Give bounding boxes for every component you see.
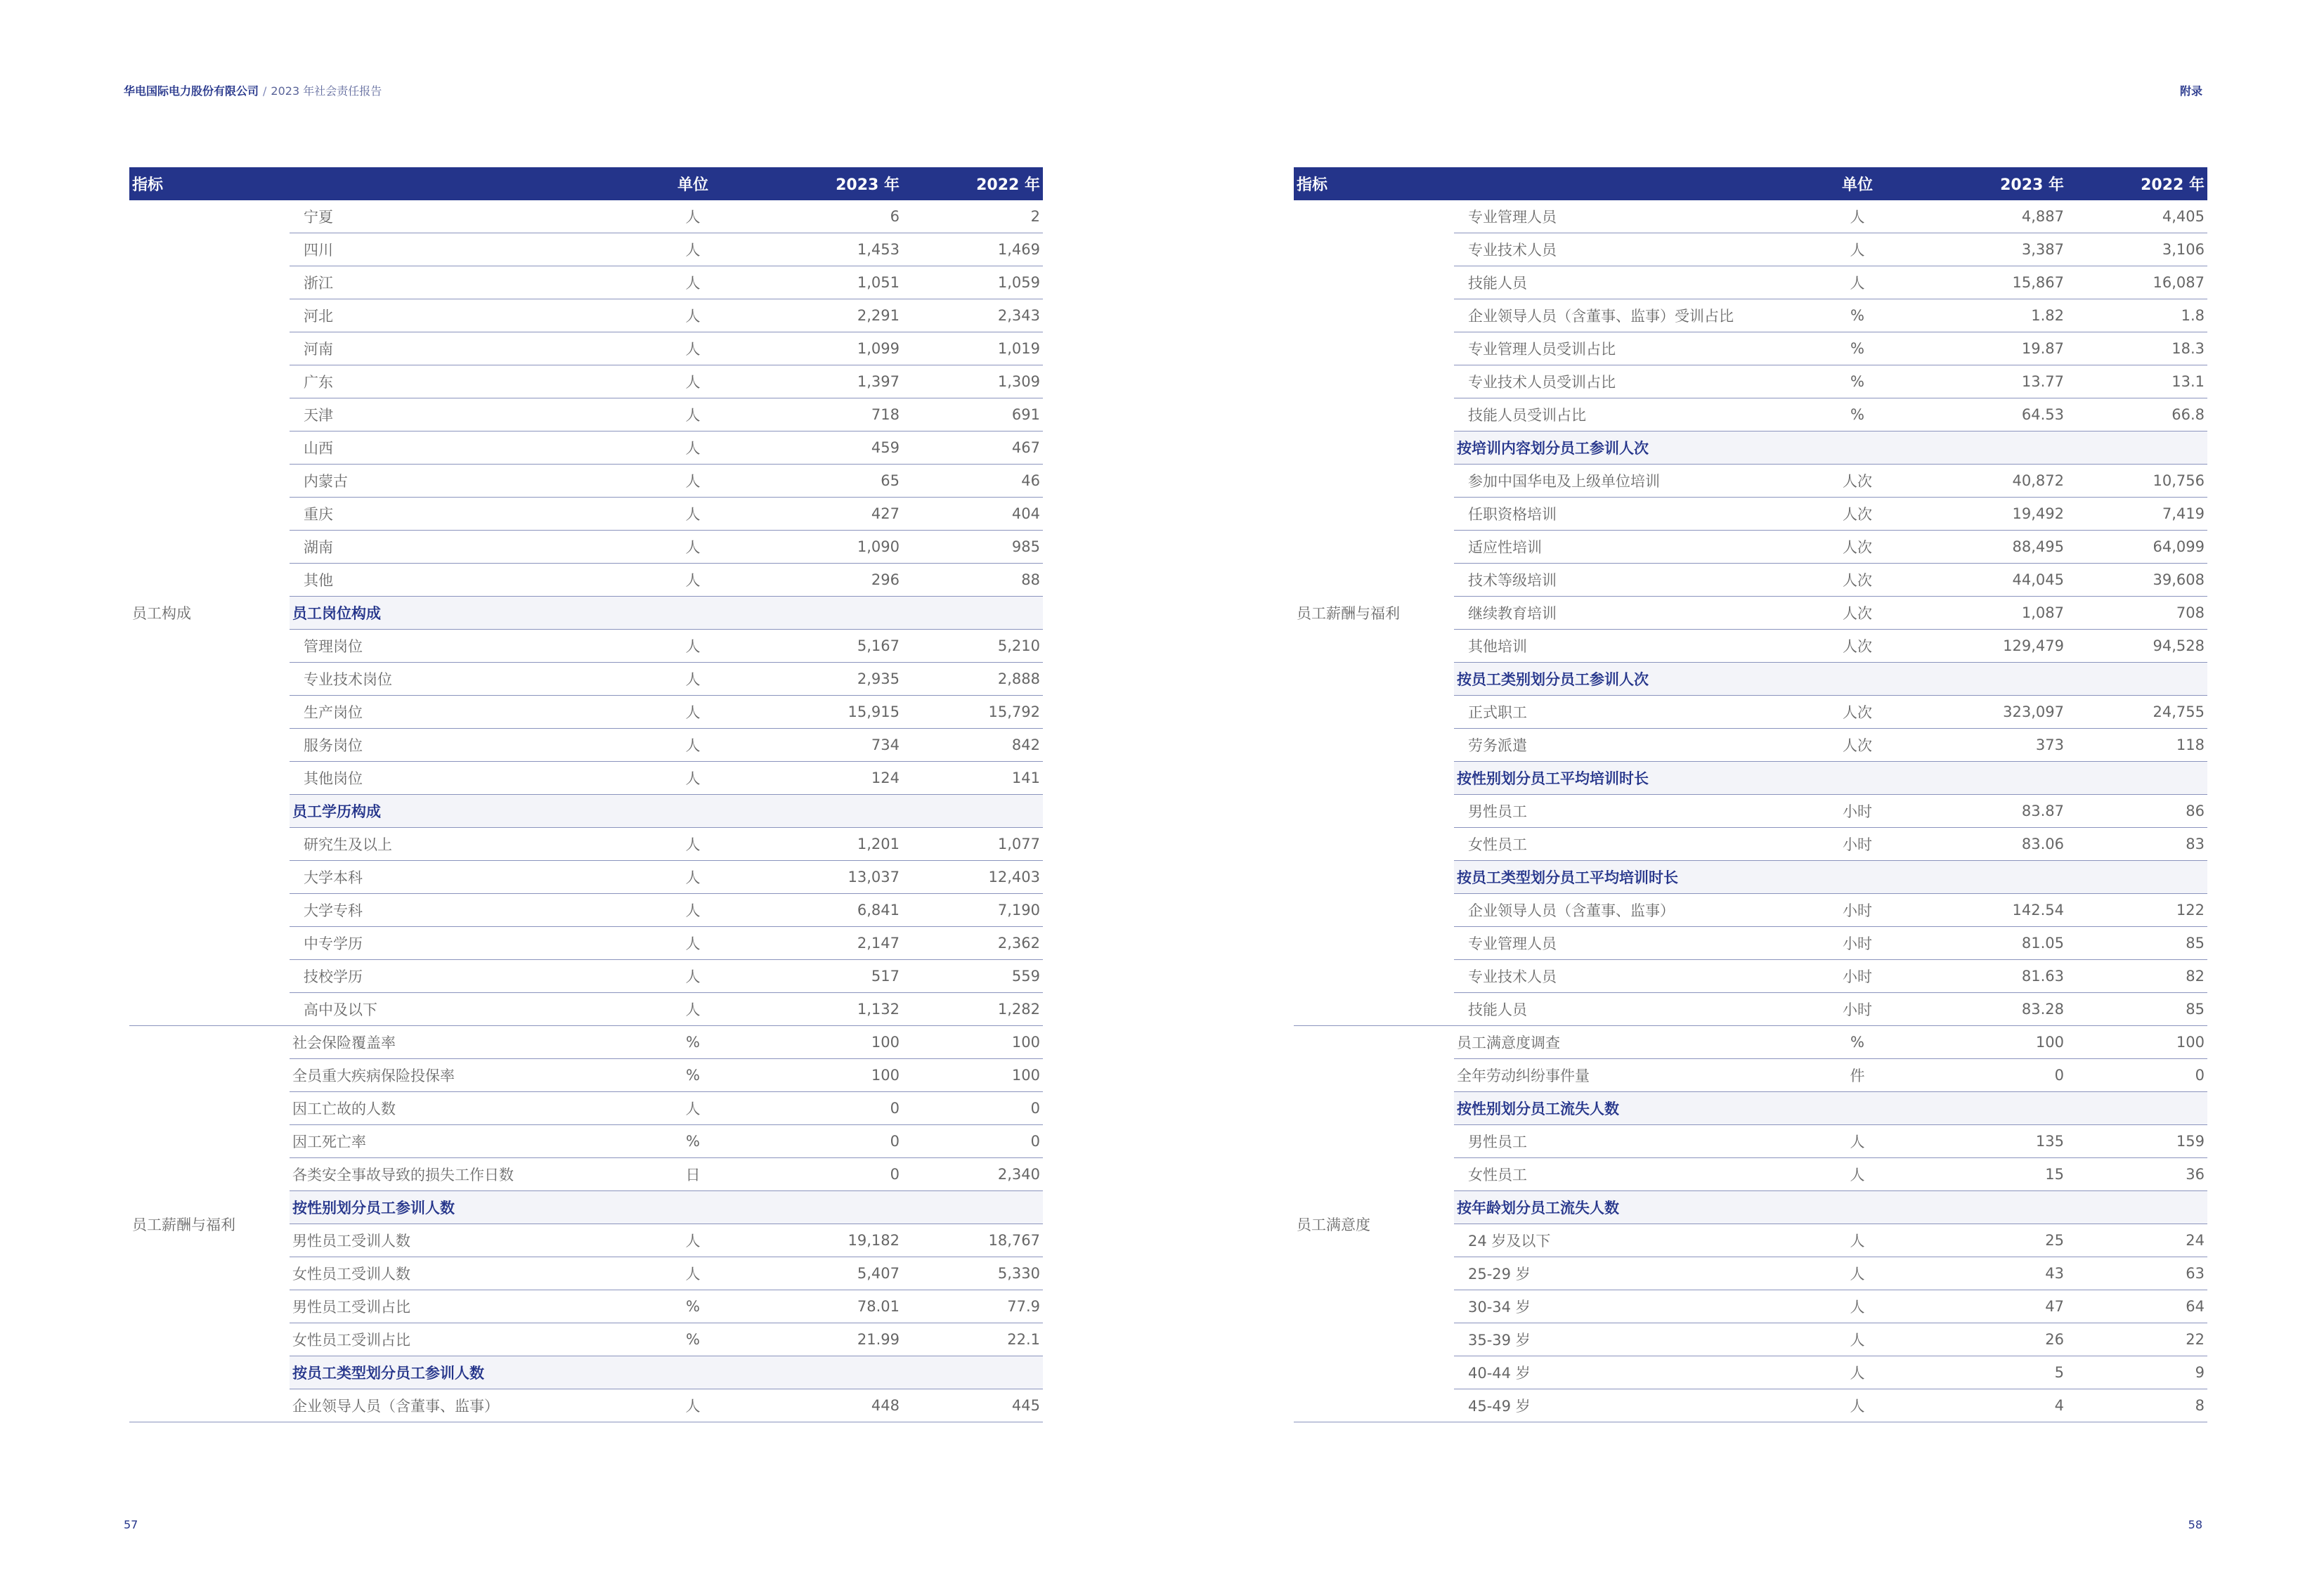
table-header-row <box>129 167 1043 200</box>
indicator-column-header: 指标 <box>129 167 624 200</box>
indicator-name: 浙江 <box>290 266 624 299</box>
value-2022: 1,077 <box>902 828 1043 861</box>
unit-cell: 人 <box>624 266 762 299</box>
value-2023: 124 <box>762 762 902 795</box>
unit-cell: 人 <box>624 1092 762 1125</box>
value-2023: 1,087 <box>1926 597 2067 630</box>
left-data-table <box>129 167 1043 1422</box>
value-2023: 43 <box>1926 1257 2067 1290</box>
value-2022: 5,210 <box>902 630 1043 663</box>
value-2023: 296 <box>762 564 902 597</box>
unit-cell: 人次 <box>1789 696 1926 729</box>
value-2022: 64 <box>2067 1290 2207 1323</box>
value-2023: 142.54 <box>1926 894 2067 927</box>
value-2022: 1,059 <box>902 266 1043 299</box>
value-2023: 1,397 <box>762 365 902 398</box>
unit-cell: % <box>1789 365 1926 398</box>
value-2022: 39,608 <box>2067 564 2207 597</box>
value-2023: 64.53 <box>1926 398 2067 431</box>
unit-cell: % <box>624 1290 762 1323</box>
value-2022: 36 <box>2067 1158 2207 1191</box>
value-2023: 81.63 <box>1926 960 2067 993</box>
indicator-name: 男性员工受训人数 <box>290 1224 624 1257</box>
unit-cell: % <box>624 1059 762 1092</box>
indicator-name: 适应性培训 <box>1454 531 1789 564</box>
value-2022: 2,888 <box>902 663 1043 696</box>
value-2023: 19.87 <box>1926 332 2067 365</box>
unit-cell: 人 <box>624 663 762 696</box>
unit-cell: 人 <box>624 564 762 597</box>
value-2023: 81.05 <box>1926 927 2067 960</box>
value-2023: 15,867 <box>1926 266 2067 299</box>
table-row <box>1294 200 2207 233</box>
value-2022: 64,099 <box>2067 531 2207 564</box>
right-data-table <box>1294 167 2207 1422</box>
value-2022: 100 <box>2067 1026 2207 1059</box>
value-2022: 2,340 <box>902 1158 1043 1191</box>
value-2023: 373 <box>1926 729 2067 762</box>
subsection-heading: 按性别划分员工平均培训时长 <box>1454 762 2207 795</box>
indicator-name: 研究生及以上 <box>290 828 624 861</box>
indicator-name: 正式职工 <box>1454 696 1789 729</box>
value-2023: 0 <box>1926 1059 2067 1092</box>
value-2023: 5,167 <box>762 630 902 663</box>
value-2022: 82 <box>2067 960 2207 993</box>
value-2023: 13.77 <box>1926 365 2067 398</box>
subsection-heading: 员工学历构成 <box>290 795 1043 828</box>
value-2022: 13.1 <box>2067 365 2207 398</box>
appendix-label: 附录 <box>2179 84 2202 98</box>
value-2023: 459 <box>762 431 902 465</box>
value-2023: 83.06 <box>1926 828 2067 861</box>
value-2022: 22 <box>2067 1323 2207 1356</box>
value-2022: 159 <box>2067 1125 2207 1158</box>
unit-cell: 人 <box>624 960 762 993</box>
unit-cell: 人 <box>624 696 762 729</box>
value-2022: 18,767 <box>902 1224 1043 1257</box>
value-2022: 94,528 <box>2067 630 2207 663</box>
value-2023: 40,872 <box>1926 465 2067 498</box>
value-2022: 404 <box>902 498 1043 531</box>
value-2023: 65 <box>762 465 902 498</box>
indicator-name: 大学专科 <box>290 894 624 927</box>
indicator-name: 四川 <box>290 233 624 266</box>
value-2022: 1.8 <box>2067 299 2207 332</box>
value-2022: 2 <box>902 200 1043 233</box>
value-2022: 10,756 <box>2067 465 2207 498</box>
indicator-name: 河北 <box>290 299 624 332</box>
year-2023-column-header: 2023 年 <box>1926 167 2067 200</box>
unit-cell: 人 <box>1789 1158 1926 1191</box>
indicator-name: 企业领导人员（含董事、监事）受训占比 <box>1454 299 1789 332</box>
value-2023: 44,045 <box>1926 564 2067 597</box>
unit-cell: 人 <box>1789 266 1926 299</box>
unit-cell: % <box>1789 1026 1926 1059</box>
value-2023: 0 <box>762 1125 902 1158</box>
header-separator: / <box>263 84 267 98</box>
value-2023: 734 <box>762 729 902 762</box>
table-header-row <box>1294 167 2207 200</box>
table-row <box>129 1026 1043 1059</box>
indicator-name: 其他 <box>290 564 624 597</box>
indicator-name: 全员重大疾病保险投保率 <box>290 1059 624 1092</box>
value-2022: 467 <box>902 431 1043 465</box>
value-2022: 88 <box>902 564 1043 597</box>
unit-cell: 人 <box>1789 200 1926 233</box>
year-2023-column-header: 2023 年 <box>762 167 902 200</box>
year-2022-column-header: 2022 年 <box>902 167 1043 200</box>
unit-cell: 小时 <box>1789 795 1926 828</box>
value-2023: 1,090 <box>762 531 902 564</box>
value-2023: 13,037 <box>762 861 902 894</box>
unit-cell: 人 <box>1789 1356 1926 1389</box>
value-2022: 842 <box>902 729 1043 762</box>
value-2022: 8 <box>2067 1389 2207 1422</box>
unit-cell: 人 <box>624 729 762 762</box>
indicator-name: 40-44 岁 <box>1454 1356 1789 1389</box>
unit-cell: 人 <box>624 200 762 233</box>
value-2022: 1,309 <box>902 365 1043 398</box>
indicator-name: 山西 <box>290 431 624 465</box>
unit-cell: 人 <box>624 993 762 1026</box>
value-2022: 118 <box>2067 729 2207 762</box>
indicator-name: 技能人员受训占比 <box>1454 398 1789 431</box>
value-2022: 85 <box>2067 927 2207 960</box>
category-cell: 员工构成 <box>129 200 290 1026</box>
value-2022: 985 <box>902 531 1043 564</box>
indicator-name: 30-34 岁 <box>1454 1290 1789 1323</box>
value-2023: 1.82 <box>1926 299 2067 332</box>
unit-cell: 人 <box>624 233 762 266</box>
indicator-name: 社会保险覆盖率 <box>290 1026 624 1059</box>
unit-cell: % <box>624 1026 762 1059</box>
category-cell: 员工薪酬与福利 <box>1294 200 1454 1026</box>
value-2023: 323,097 <box>1926 696 2067 729</box>
value-2022: 100 <box>902 1059 1043 1092</box>
unit-cell: 人 <box>1789 1290 1926 1323</box>
unit-cell: 人 <box>1789 1323 1926 1356</box>
indicator-name: 女性员工 <box>1454 1158 1789 1191</box>
unit-cell: 人 <box>624 498 762 531</box>
unit-column-header: 单位 <box>624 167 762 200</box>
unit-cell: % <box>1789 398 1926 431</box>
value-2023: 2,291 <box>762 299 902 332</box>
subsection-heading: 按员工类型划分员工平均培训时长 <box>1454 861 2207 894</box>
value-2022: 46 <box>902 465 1043 498</box>
value-2023: 1,201 <box>762 828 902 861</box>
value-2023: 21.99 <box>762 1323 902 1356</box>
value-2023: 3,387 <box>1926 233 2067 266</box>
indicator-name: 因工亡故的人数 <box>290 1092 624 1125</box>
value-2022: 66.8 <box>2067 398 2207 431</box>
value-2022: 691 <box>902 398 1043 431</box>
indicator-name: 专业技术人员 <box>1454 960 1789 993</box>
value-2023: 1,132 <box>762 993 902 1026</box>
value-2023: 1,051 <box>762 266 902 299</box>
unit-column-header: 单位 <box>1789 167 1926 200</box>
indicator-name: 服务岗位 <box>290 729 624 762</box>
indicator-name: 男性员工受训占比 <box>290 1290 624 1323</box>
indicator-name: 宁夏 <box>290 200 624 233</box>
subsection-heading: 按性别划分员工流失人数 <box>1454 1092 2207 1125</box>
unit-cell: 人 <box>624 630 762 663</box>
value-2022: 0 <box>902 1092 1043 1125</box>
unit-cell: 人次 <box>1789 729 1926 762</box>
unit-cell: 小时 <box>1789 960 1926 993</box>
unit-cell: 人次 <box>1789 630 1926 663</box>
unit-cell: 件 <box>1789 1059 1926 1092</box>
value-2023: 427 <box>762 498 902 531</box>
unit-cell: 日 <box>624 1158 762 1191</box>
unit-cell: 人 <box>624 398 762 431</box>
value-2023: 15,915 <box>762 696 902 729</box>
value-2022: 63 <box>2067 1257 2207 1290</box>
unit-cell: 人次 <box>1789 498 1926 531</box>
indicator-name: 24 岁及以下 <box>1454 1224 1789 1257</box>
value-2022: 24 <box>2067 1224 2207 1257</box>
unit-cell: 小时 <box>1789 894 1926 927</box>
value-2023: 4 <box>1926 1389 2067 1422</box>
unit-cell: 人 <box>624 828 762 861</box>
subsection-heading: 按性别划分员工参训人数 <box>290 1191 1043 1224</box>
indicator-name: 其他培训 <box>1454 630 1789 663</box>
value-2022: 445 <box>902 1389 1043 1422</box>
value-2022: 7,419 <box>2067 498 2207 531</box>
subsection-heading: 按年龄划分员工流失人数 <box>1454 1191 2207 1224</box>
unit-cell: 小时 <box>1789 927 1926 960</box>
value-2023: 517 <box>762 960 902 993</box>
indicator-name: 女性员工受训占比 <box>290 1323 624 1356</box>
indicator-name: 因工死亡率 <box>290 1125 624 1158</box>
unit-cell: 人 <box>624 861 762 894</box>
indicator-name: 员工满意度调查 <box>1454 1026 1789 1059</box>
value-2022: 2,343 <box>902 299 1043 332</box>
indicator-name: 任职资格培训 <box>1454 498 1789 531</box>
unit-cell: 人 <box>1789 1257 1926 1290</box>
indicator-name: 湖南 <box>290 531 624 564</box>
value-2023: 0 <box>762 1158 902 1191</box>
category-cell: 员工薪酬与福利 <box>129 1026 290 1422</box>
unit-cell: 人 <box>1789 1224 1926 1257</box>
indicator-name: 女性员工受训人数 <box>290 1257 624 1290</box>
value-2023: 100 <box>762 1026 902 1059</box>
value-2022: 708 <box>2067 597 2207 630</box>
value-2022: 141 <box>902 762 1043 795</box>
value-2023: 6,841 <box>762 894 902 927</box>
value-2023: 5,407 <box>762 1257 902 1290</box>
unit-cell: 人次 <box>1789 597 1926 630</box>
unit-cell: % <box>624 1323 762 1356</box>
unit-cell: 小时 <box>1789 993 1926 1026</box>
value-2023: 129,479 <box>1926 630 2067 663</box>
value-2023: 19,182 <box>762 1224 902 1257</box>
indicator-name: 专业技术人员 <box>1454 233 1789 266</box>
unit-cell: 人 <box>624 1389 762 1422</box>
unit-cell: 人 <box>624 531 762 564</box>
company-name: 华电国际电力股份有限公司 <box>124 84 259 98</box>
value-2023: 78.01 <box>762 1290 902 1323</box>
unit-cell: % <box>624 1125 762 1158</box>
value-2022: 22.1 <box>902 1323 1043 1356</box>
indicator-name: 各类安全事故导致的损失工作日数 <box>290 1158 624 1191</box>
indicator-name: 天津 <box>290 398 624 431</box>
indicator-name: 中专学历 <box>290 927 624 960</box>
indicator-name: 45-49 岁 <box>1454 1389 1789 1422</box>
indicator-name: 男性员工 <box>1454 795 1789 828</box>
indicator-name: 男性员工 <box>1454 1125 1789 1158</box>
value-2023: 25 <box>1926 1224 2067 1257</box>
indicator-name: 生产岗位 <box>290 696 624 729</box>
value-2023: 15 <box>1926 1158 2067 1191</box>
indicator-name: 技能人员 <box>1454 266 1789 299</box>
value-2022: 16,087 <box>2067 266 2207 299</box>
value-2022: 83 <box>2067 828 2207 861</box>
indicator-name: 专业技术人员受训占比 <box>1454 365 1789 398</box>
value-2023: 88,495 <box>1926 531 2067 564</box>
value-2023: 26 <box>1926 1323 2067 1356</box>
value-2023: 5 <box>1926 1356 2067 1389</box>
value-2022: 559 <box>902 960 1043 993</box>
indicator-name: 专业管理人员 <box>1454 927 1789 960</box>
indicator-name: 专业管理人员受训占比 <box>1454 332 1789 365</box>
value-2022: 7,190 <box>902 894 1043 927</box>
indicator-name: 大学本科 <box>290 861 624 894</box>
subsection-heading: 按员工类别划分员工参训人次 <box>1454 663 2207 696</box>
indicator-name: 技能人员 <box>1454 993 1789 1026</box>
subsection-heading: 员工岗位构成 <box>290 597 1043 630</box>
unit-cell: 人 <box>624 431 762 465</box>
value-2022: 12,403 <box>902 861 1043 894</box>
indicator-name: 企业领导人员（含董事、监事） <box>1454 894 1789 927</box>
subsection-heading: 按培训内容划分员工参训人次 <box>1454 431 2207 465</box>
indicator-name: 专业管理人员 <box>1454 200 1789 233</box>
value-2022: 2,362 <box>902 927 1043 960</box>
unit-cell: 人次 <box>1789 564 1926 597</box>
indicator-name: 内蒙古 <box>290 465 624 498</box>
unit-cell: 小时 <box>1789 828 1926 861</box>
unit-cell: 人 <box>1789 233 1926 266</box>
value-2022: 5,330 <box>902 1257 1043 1290</box>
value-2023: 1,099 <box>762 332 902 365</box>
value-2022: 18.3 <box>2067 332 2207 365</box>
value-2022: 24,755 <box>2067 696 2207 729</box>
category-cell: 员工满意度 <box>1294 1026 1454 1422</box>
unit-cell: 人 <box>624 299 762 332</box>
value-2023: 448 <box>762 1389 902 1422</box>
table-row <box>1294 1026 2207 1059</box>
table-row <box>129 200 1043 233</box>
indicator-name: 劳务派遣 <box>1454 729 1789 762</box>
unit-cell: 人 <box>624 1224 762 1257</box>
indicator-name: 35-39 岁 <box>1454 1323 1789 1356</box>
value-2023: 100 <box>1926 1026 2067 1059</box>
unit-cell: 人 <box>624 1257 762 1290</box>
unit-cell: 人 <box>624 762 762 795</box>
value-2022: 1,469 <box>902 233 1043 266</box>
subsection-heading: 按员工类型划分员工参训人数 <box>290 1356 1043 1389</box>
unit-cell: 人 <box>624 365 762 398</box>
indicator-name: 女性员工 <box>1454 828 1789 861</box>
value-2023: 4,887 <box>1926 200 2067 233</box>
value-2023: 0 <box>762 1092 902 1125</box>
indicator-name: 专业技术岗位 <box>290 663 624 696</box>
report-title: 2023 年社会责任报告 <box>271 84 382 98</box>
unit-cell: 人 <box>624 332 762 365</box>
value-2022: 3,106 <box>2067 233 2207 266</box>
indicator-column-header: 指标 <box>1294 167 1789 200</box>
value-2022: 100 <box>902 1026 1043 1059</box>
unit-cell: 人 <box>1789 1125 1926 1158</box>
value-2023: 135 <box>1926 1125 2067 1158</box>
value-2023: 19,492 <box>1926 498 2067 531</box>
value-2022: 85 <box>2067 993 2207 1026</box>
indicator-name: 全年劳动纠纷事件量 <box>1454 1059 1789 1092</box>
value-2022: 86 <box>2067 795 2207 828</box>
unit-cell: % <box>1789 332 1926 365</box>
year-2022-column-header: 2022 年 <box>2067 167 2207 200</box>
value-2023: 2,147 <box>762 927 902 960</box>
value-2023: 1,453 <box>762 233 902 266</box>
indicator-name: 其他岗位 <box>290 762 624 795</box>
unit-cell: 人 <box>624 465 762 498</box>
value-2023: 83.87 <box>1926 795 2067 828</box>
unit-cell: 人次 <box>1789 465 1926 498</box>
value-2023: 2,935 <box>762 663 902 696</box>
indicator-name: 继续教育培训 <box>1454 597 1789 630</box>
unit-cell: 人 <box>624 927 762 960</box>
indicator-name: 企业领导人员（含董事、监事） <box>290 1389 624 1422</box>
unit-cell: % <box>1789 299 1926 332</box>
indicator-name: 广东 <box>290 365 624 398</box>
indicator-name: 25-29 岁 <box>1454 1257 1789 1290</box>
report-header <box>124 82 382 98</box>
indicator-name: 河南 <box>290 332 624 365</box>
value-2022: 4,405 <box>2067 200 2207 233</box>
indicator-name: 重庆 <box>290 498 624 531</box>
value-2022: 15,792 <box>902 696 1043 729</box>
value-2023: 47 <box>1926 1290 2067 1323</box>
value-2022: 1,282 <box>902 993 1043 1026</box>
unit-cell: 人 <box>1789 1389 1926 1422</box>
unit-cell: 人次 <box>1789 531 1926 564</box>
value-2022: 1,019 <box>902 332 1043 365</box>
value-2023: 83.28 <box>1926 993 2067 1026</box>
value-2022: 0 <box>2067 1059 2207 1092</box>
value-2023: 100 <box>762 1059 902 1092</box>
value-2022: 122 <box>2067 894 2207 927</box>
indicator-name: 技校学历 <box>290 960 624 993</box>
value-2023: 6 <box>762 200 902 233</box>
indicator-name: 技术等级培训 <box>1454 564 1789 597</box>
indicator-name: 管理岗位 <box>290 630 624 663</box>
page-number-right: 58 <box>2188 1518 2202 1531</box>
value-2022: 77.9 <box>902 1290 1043 1323</box>
page-number-left: 57 <box>124 1518 138 1531</box>
value-2022: 9 <box>2067 1356 2207 1389</box>
unit-cell: 人 <box>624 894 762 927</box>
indicator-name: 高中及以下 <box>290 993 624 1026</box>
value-2022: 0 <box>902 1125 1043 1158</box>
indicator-name: 参加中国华电及上级单位培训 <box>1454 465 1789 498</box>
value-2023: 718 <box>762 398 902 431</box>
